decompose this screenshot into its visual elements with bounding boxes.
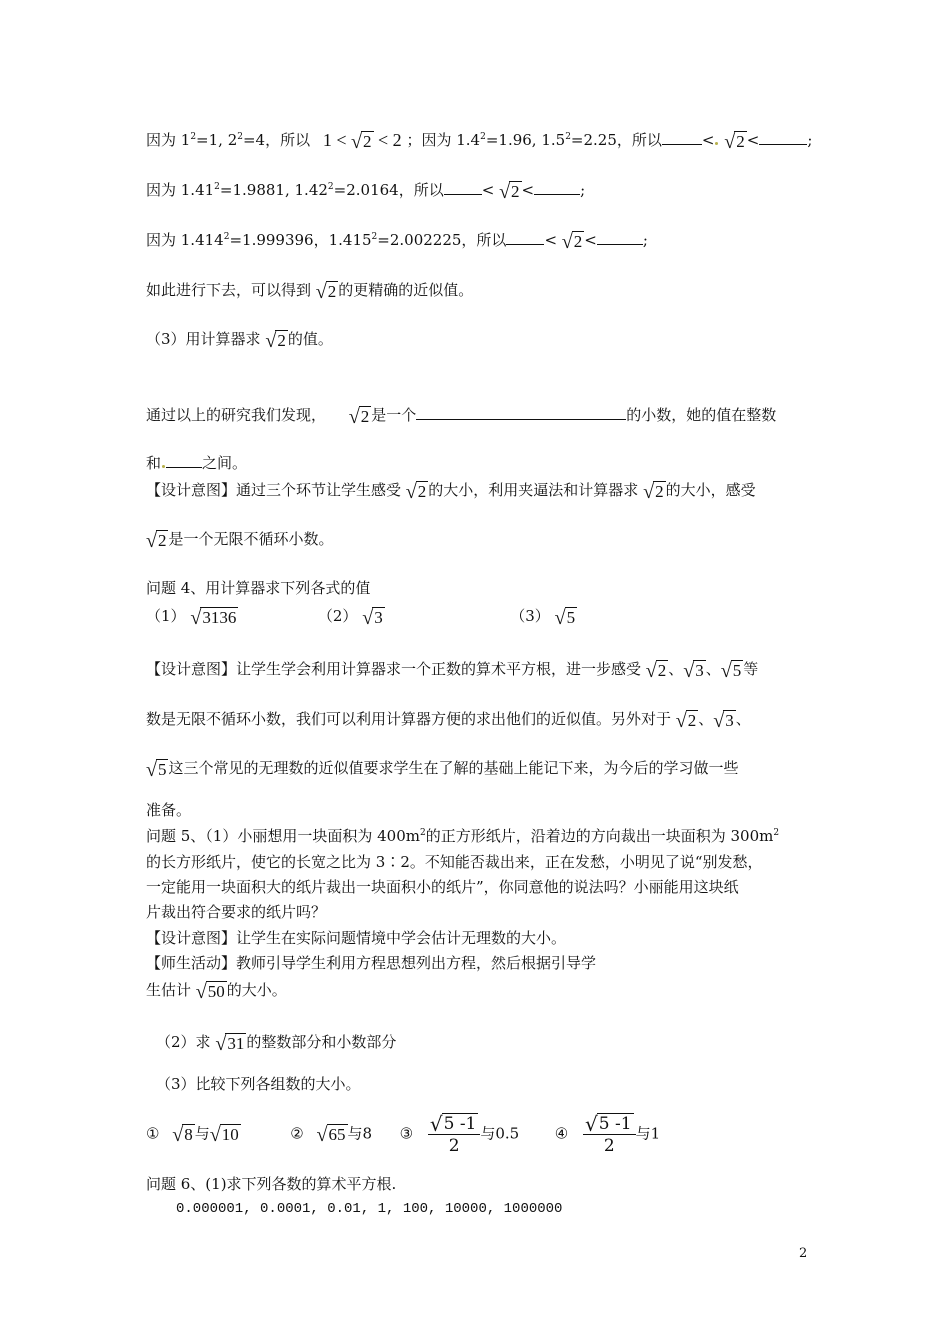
text: 的正方形纸片，沿着边的方向裁出一块面积为 300m xyxy=(425,827,774,845)
text: 如此进行下去，可以得到 xyxy=(146,281,312,299)
text-line-12 xyxy=(146,659,758,681)
text-line-8 xyxy=(146,480,756,502)
sqrt-argument: 31 xyxy=(227,1033,245,1053)
answer-blank[interactable] xyxy=(662,144,702,145)
sqrt-argument: 3 xyxy=(725,710,734,730)
text: 因为 1.414 xyxy=(146,231,224,249)
mark-dot xyxy=(715,142,718,145)
sqrt-expression: √ 2 xyxy=(724,130,745,153)
text: 准备。 xyxy=(146,801,192,819)
answer-blank[interactable] xyxy=(444,194,482,195)
text: 问题 5、（1）小丽想用一块面积为 400m xyxy=(146,827,420,845)
text: 0.000001, 0.0001, 0.01, 1, 100, 10000, 1000000 xyxy=(176,1201,563,1217)
text-line-15 xyxy=(146,800,191,820)
text: 的整数部分和小数部分 xyxy=(246,1033,397,1051)
answer-blank[interactable] xyxy=(416,419,626,420)
item-marker: ② xyxy=(290,1124,304,1143)
sqrt-expression: √ 5 xyxy=(146,758,167,781)
text-line-7 xyxy=(146,453,247,473)
text: 【设计意图】让学生在实际问题情境中学会估计无理数的大小。 xyxy=(146,929,567,947)
sqrt-argument: 3136 xyxy=(202,607,237,627)
sqrt-argument: 2 xyxy=(655,481,664,501)
math-text: < 2 xyxy=(378,130,402,150)
fraction-denominator: 2 xyxy=(603,1136,615,1156)
sqrt-expression: √ 2 xyxy=(351,131,372,154)
sqrt-argument: 2 xyxy=(736,131,745,151)
text: 这三个常见的无理数的近似值要求学生在了解的基础上能记下来，为今后的学习做一些 xyxy=(168,759,739,777)
sqrt-expression: √ 2 xyxy=(348,405,370,428)
text: =2.0164，所以 xyxy=(333,181,444,199)
text: 与8 xyxy=(347,1124,373,1143)
text: 之间。 xyxy=(202,454,248,472)
text: 因为 1.41 xyxy=(146,181,215,199)
sqrt-expression: √ 2 xyxy=(265,329,286,352)
sqrt-argument: 2 xyxy=(573,231,583,251)
text: =1.96, 1.5 xyxy=(485,131,566,150)
text: （2）求 xyxy=(156,1033,211,1051)
text-line-13 xyxy=(146,709,751,731)
text: 问题 6、(1)求下列各数的算术平方根. xyxy=(146,1175,397,1193)
answer-blank[interactable] xyxy=(597,244,643,245)
sqrt-expression: √ 5 xyxy=(554,606,576,629)
superscript: 2 xyxy=(371,232,378,242)
answer-blank[interactable] xyxy=(506,244,544,245)
text: 与 xyxy=(194,1124,210,1143)
math-text: 1 < xyxy=(322,130,347,150)
sqrt-argument: 2 xyxy=(657,660,667,680)
text: ; xyxy=(807,131,813,150)
text-line-16 xyxy=(146,826,779,846)
mark-dot xyxy=(162,465,165,468)
text: 的值。 xyxy=(287,330,333,348)
fraction xyxy=(428,1112,481,1157)
text: （3） xyxy=(510,607,550,625)
sqrt-expression: √ 2 xyxy=(405,480,427,503)
text: =4，所以 xyxy=(242,131,311,150)
sqrt-argument: 2 xyxy=(417,481,427,501)
sqrt-expression: √ 3 xyxy=(683,659,704,682)
text: < xyxy=(481,181,495,199)
text: 、 xyxy=(668,660,684,678)
text: （1） xyxy=(146,607,186,625)
sqrt-argument: 5 xyxy=(157,759,167,779)
sqrt-expression: √ 3 xyxy=(362,606,383,629)
superscript: 2 xyxy=(565,132,571,143)
text: 一定能用一块面积大的纸片裁出一块面积小的纸片”，你同意他的说法吗？小丽能用这块纸 xyxy=(146,878,739,896)
sqrt-argument: 3 xyxy=(374,607,383,627)
text: ; xyxy=(580,181,586,199)
text-line-21 xyxy=(146,953,596,973)
text: =2.002225，所以 xyxy=(377,231,507,249)
text-line-27 xyxy=(176,1199,562,1219)
sqrt-expression: √ 65 xyxy=(316,1124,346,1146)
sqrt-expression: √ 5 xyxy=(720,659,742,682)
text-line-10 xyxy=(146,578,370,598)
text: 和 xyxy=(146,454,162,472)
sqrt-expression: √ 2 xyxy=(643,480,664,503)
text: 、 xyxy=(698,710,714,728)
text: （2） xyxy=(317,607,358,625)
text: 的大小，感受 xyxy=(665,481,756,499)
comparison-row xyxy=(146,1112,660,1162)
text: < xyxy=(584,231,597,249)
text: 与1 xyxy=(635,1124,661,1143)
text: < xyxy=(701,131,715,150)
sqrt-argument: 2 xyxy=(157,530,167,550)
text-line-22 xyxy=(146,980,287,1002)
item-marker: ① xyxy=(146,1124,160,1143)
text: 数是无限不循环小数，我们可以利用计算器方便的求出他们的近似值。另外对于 xyxy=(146,710,672,728)
text-line-6 xyxy=(146,405,776,427)
sqrt-argument: 8 xyxy=(184,1125,193,1144)
text: ; xyxy=(642,231,648,249)
fraction xyxy=(583,1112,636,1157)
text-line-24 xyxy=(156,1074,361,1094)
text-line-5 xyxy=(146,329,333,351)
text-line-9 xyxy=(146,529,334,551)
text-line-4 xyxy=(146,280,473,302)
text: < xyxy=(521,181,535,199)
superscript: 2 xyxy=(214,182,220,192)
text: 是一个无限不循环小数。 xyxy=(168,530,334,548)
answer-blank[interactable] xyxy=(166,467,202,468)
answer-blank[interactable] xyxy=(534,194,580,195)
text: =1.9881, 1. xyxy=(219,181,309,199)
sqrt-expression: √ 2 xyxy=(146,529,167,552)
inequality-math xyxy=(323,130,402,152)
text: 的大小，利用夹逼法和计算器求 xyxy=(428,481,639,499)
text-line-11 xyxy=(146,606,577,628)
sqrt-expression: √ 2 xyxy=(645,659,667,682)
superscript: 2 xyxy=(190,132,197,143)
text: 、 xyxy=(735,710,751,728)
text: 【设计意图】让学生学会利用计算器求一个正数的算术平方根，进一步感受 xyxy=(146,660,642,678)
text: 的大小。 xyxy=(226,981,287,999)
answer-blank[interactable] xyxy=(759,144,807,145)
superscript: 2 xyxy=(419,828,426,838)
text: 的更精确的近似值。 xyxy=(338,281,474,299)
text: 与0.5 xyxy=(480,1124,520,1143)
text: 【师生活动】教师引导学生利用方程思想列出方程，然后根据引导学 xyxy=(146,954,597,972)
sqrt-argument: 2 xyxy=(360,406,370,426)
sqrt-argument: 3 xyxy=(695,660,704,680)
text: 片裁出符合要求的纸片吗？ xyxy=(146,903,327,921)
text: < xyxy=(746,131,760,150)
superscript: 2 xyxy=(327,182,334,192)
text: 【设计意图】通过三个环节让学生感受 xyxy=(146,481,402,499)
sqrt-argument: 5 xyxy=(566,607,576,627)
sqrt-argument: 5 xyxy=(732,660,742,680)
text: 42 xyxy=(308,181,328,199)
text-line-19 xyxy=(146,902,326,922)
sqrt-expression: √ 2 xyxy=(499,180,520,203)
sqrt-expression: √ 5 -1 xyxy=(585,1112,632,1136)
text: 的小数，她的值在整数 xyxy=(626,406,777,424)
sqrt-argument: 5 -1 xyxy=(443,1114,477,1134)
text: < xyxy=(544,231,558,249)
text: =2.25，所以 xyxy=(570,131,662,150)
item-marker: ③ xyxy=(399,1124,414,1143)
text-line-23 xyxy=(156,1032,396,1054)
superscript: 2 xyxy=(223,232,230,242)
sqrt-argument: 50 xyxy=(207,981,225,1001)
text: ；因为 1.4 xyxy=(406,131,481,150)
text: 因为 1 xyxy=(146,131,191,150)
sqrt-argument: 65 xyxy=(328,1125,346,1144)
sqrt-argument: 2 xyxy=(363,132,372,152)
sqrt-argument: 2 xyxy=(327,281,337,301)
text-line-14 xyxy=(146,758,739,780)
text-line-20 xyxy=(146,928,566,948)
sqrt-expression: √ 10 xyxy=(209,1124,239,1146)
sqrt-expression: √ 5 -1 xyxy=(429,1112,477,1136)
sqrt-argument: 2 xyxy=(511,181,520,201)
text: 通过以上的研究我们发现， xyxy=(146,406,327,424)
text: 等 xyxy=(743,660,759,678)
superscript: 2 xyxy=(773,828,780,838)
sqrt-argument: 2 xyxy=(687,710,697,730)
sqrt-expression: √ 2 xyxy=(675,709,697,732)
text-line-3 xyxy=(146,230,648,252)
text: =1.999396，1.415 xyxy=(229,231,372,249)
superscript: 2 xyxy=(480,132,486,143)
text: 问题 4、用计算器求下列各式的值 xyxy=(146,579,371,597)
sqrt-expression: √ 31 xyxy=(215,1032,245,1055)
text: 的长方形纸片，使它的长宽之比为 3∶2。不知能否裁出来，正在发愁，小明见了说“别发愁， xyxy=(146,853,763,871)
sqrt-expression: √ 3 xyxy=(713,709,734,732)
item-marker: ④ xyxy=(554,1124,569,1143)
text: 生估计 xyxy=(146,981,192,999)
sqrt-expression: √ 50 xyxy=(195,980,225,1003)
sqrt-expression: √ 3136 xyxy=(190,606,237,629)
superscript: 2 xyxy=(237,132,243,143)
text-line-2 xyxy=(146,180,585,202)
sqrt-argument: 5 -1 xyxy=(598,1114,632,1134)
sqrt-expression: √ 8 xyxy=(172,1124,193,1146)
fraction-denominator: 2 xyxy=(448,1136,460,1156)
text: （3）用计算器求 xyxy=(146,330,261,348)
page-number: 2 xyxy=(799,1246,808,1261)
sqrt-expression: √ 2 xyxy=(561,230,583,253)
text: （3）比较下列各组数的大小。 xyxy=(156,1075,361,1093)
sqrt-argument: 10 xyxy=(221,1125,239,1144)
text-line-17 xyxy=(146,852,763,872)
text-line-1 xyxy=(146,130,812,152)
text-line-26 xyxy=(146,1174,396,1194)
sqrt-expression: √ 2 xyxy=(315,280,337,303)
text: =1, 2 xyxy=(196,131,238,150)
text: 、 xyxy=(705,660,721,678)
text-line-18 xyxy=(146,877,739,897)
sqrt-argument: 2 xyxy=(277,330,286,350)
text: 是一个 xyxy=(371,406,417,424)
